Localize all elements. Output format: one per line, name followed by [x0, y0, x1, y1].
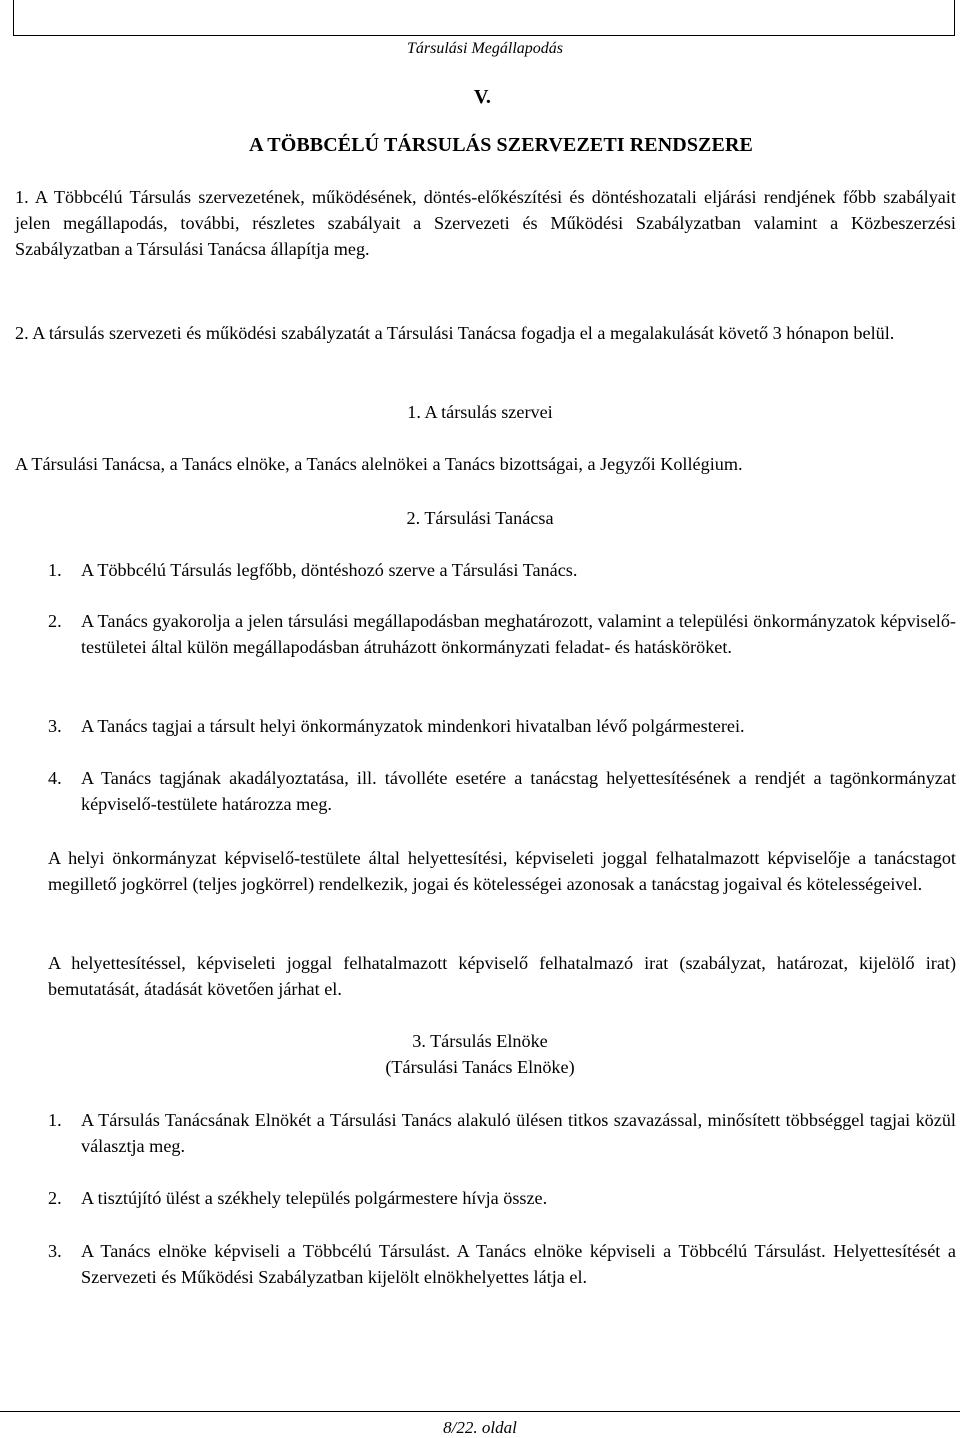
section-subheading-3: (Társulási Tanács Elnöke)	[385, 1057, 575, 1077]
page-number: 8/22. oldal	[443, 1418, 517, 1437]
paragraph-text: A Többcélú Társulás szervezetének, működésének, döntés-előkészítési és döntéshozatali eljárási rendjének főbb szabályait jelen megállapodás, további, részletes szabályait a Szervezeti és Működési Szabályzatban valamint a Közbeszerzési Szabályzatban a Társulási Tanácsa állapítja meg.	[15, 187, 956, 259]
organs-paragraph: A Társulási Tanácsa, a Tanács elnöke, a Tanács alelnökei a Tanács bizottságai, a Jegyzői Kollégium.	[15, 454, 743, 474]
intro-paragraph-2	[15, 320, 956, 346]
footer-rule	[0, 1411, 960, 1412]
item-number: 1.	[48, 560, 62, 580]
item-number: 2.	[48, 1188, 62, 1208]
paragraph-text: A társulás szervezeti és működési szabályzatát a Társulási Tanácsa fogadja el a megalakulását követő 3 hónapon belül.	[32, 323, 895, 343]
chapter-title: A TÖBBCÉLÚ TÁRSULÁS SZERVEZETI RENDSZERE	[249, 134, 753, 156]
item-number: 4.	[48, 768, 62, 788]
header-frame	[13, 0, 955, 36]
council-item-4	[48, 765, 956, 817]
authorization-paragraph: A helyettesítéssel, képviseleti joggal felhatalmazott képviselő felhatalmazó irat (szabályzat, határozat, kijelölő irat) bemutatását, átadását követően járhat el.	[48, 953, 956, 999]
item-number: 2.	[48, 611, 62, 631]
item-number: 3.	[48, 716, 62, 736]
item-text: A tisztújító ülést a székhely település polgármestere hívja össze.	[81, 1188, 548, 1208]
item-text: A Tanács tagjának akadályoztatása, ill. távolléte esetére a tanácstag helyettesítésének a rendjét a tagönkormányzat képviselő-testülete határozza meg.	[81, 768, 956, 814]
item-number: 3.	[48, 1241, 62, 1261]
council-item-2	[48, 608, 956, 660]
president-item-3	[48, 1238, 956, 1290]
item-text: A Tanács elnöke képviseli a Többcélú Társulást. A Tanács elnöke képviseli a Többcélú Társulást. Helyettesítését a Szervezeti és Működési Szabályzatban kijelölt elnökhelyettes látja el.	[81, 1241, 956, 1287]
council-item-1	[48, 557, 956, 583]
section-heading-2: 2. Társulási Tanácsa	[406, 508, 554, 528]
item-text: A Többcélú Társulás legfőbb, döntéshozó szerve a Társulási Tanács.	[81, 560, 578, 580]
item-number: 1.	[48, 1110, 62, 1130]
item-text: A Társulás Tanácsának Elnökét a Társulási Tanács alakuló ülésen titkos szavazással, minősített többséggel tagjai közül választja meg.	[81, 1110, 956, 1156]
section-heading-3: 3. Társulás Elnöke	[412, 1031, 548, 1051]
paragraph-number: 1.	[15, 187, 29, 207]
running-header: Társulási Megállapodás	[406, 40, 563, 57]
paragraph-number: 2.	[15, 323, 29, 343]
item-text: A Tanács tagjai a társult helyi önkormányzatok mindenkori hivatalban lévő polgármesterei.	[81, 716, 745, 736]
council-item-3	[48, 713, 956, 739]
substitute-paragraph: A helyi önkormányzat képviselő-testülete által helyettesítési, képviseleti joggal felhatalmazott képviselője a tanácstagot megillető jogkörrel (teljes jogkörrel) rendelkezik, jogai és kötelességei azonosak a tanácstag jogaival és kötelességeivel.	[48, 848, 956, 894]
section-heading-1: 1. A társulás szervei	[407, 402, 553, 422]
president-item-1	[48, 1107, 956, 1159]
chapter-number: V.	[474, 86, 491, 108]
president-item-2	[48, 1185, 956, 1211]
item-text: A Tanács gyakorolja a jelen társulási megállapodásban meghatározott, valamint a települési önkormányzatok képviselő-testületei által külön megállapodásban átruházott önkormányzati feladat- és hatásköröket.	[81, 611, 956, 657]
intro-paragraph-1	[15, 184, 956, 262]
